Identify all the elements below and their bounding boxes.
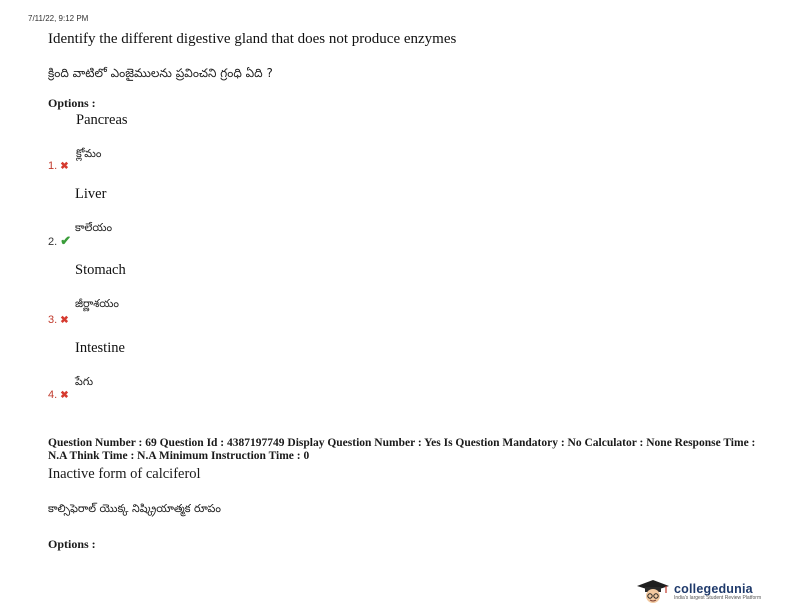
option-4-text-telugu: పేగు [75,375,94,388]
option-1-text-english: Pancreas [76,112,128,128]
option-1-marker [48,156,69,174]
option-1-text-telugu: క్లోమం [76,147,102,160]
option-4-number: 4. [48,389,58,401]
option-2-marker [48,232,71,250]
collegedunia-logo [636,578,761,604]
options-label-2: Options : [48,537,96,551]
graduate-avatar-icon [636,578,670,604]
question-text-english: Identify the different digestive gland that does not produce enzymes [48,31,457,47]
option-1-number: 1. [48,160,58,172]
question-meta: Question Number : 69 Question Id : 4387197749 Display Question Number : Yes Is Question Mandatory : No Calculator : None Response Time : N.A Think Time : N.A Minimum Instruction Time : 0 [48,437,756,462]
option-2-number: 2. [48,236,58,248]
question-text-telugu: క్రింది వాటిలో ఎంజైములను ప్రవించని గ్రంధి ఏది ? [48,66,273,80]
question-2-text-telugu: కాల్సిఫెరాల్ యొక్క నిష్క్రియాత్మక రూపం [48,502,221,515]
option-3-text-telugu: జీర్ణాశయం [75,297,120,310]
option-3-marker [48,310,69,328]
timestamp: 7/11/22, 9:12 PM [28,14,89,23]
logo-name: collegedunia [674,581,753,596]
cross-icon: ✖ [60,315,69,326]
logo-tagline: India's largest Student Review Platform [674,594,762,601]
option-3-text-english: Stomach [75,262,126,278]
option-4-text-english: Intestine [75,340,125,356]
cross-icon: ✖ [60,390,69,401]
option-3-number: 3. [48,314,58,326]
question-2-text-english: Inactive form of calciferol [48,466,201,482]
options-label: Options : [48,96,96,110]
check-icon: ✔ [60,233,72,248]
option-2-text-telugu: కాలేయం [75,221,113,234]
cross-icon: ✖ [60,161,69,172]
option-2-text-english: Liver [75,186,107,202]
option-4-marker [48,385,69,403]
